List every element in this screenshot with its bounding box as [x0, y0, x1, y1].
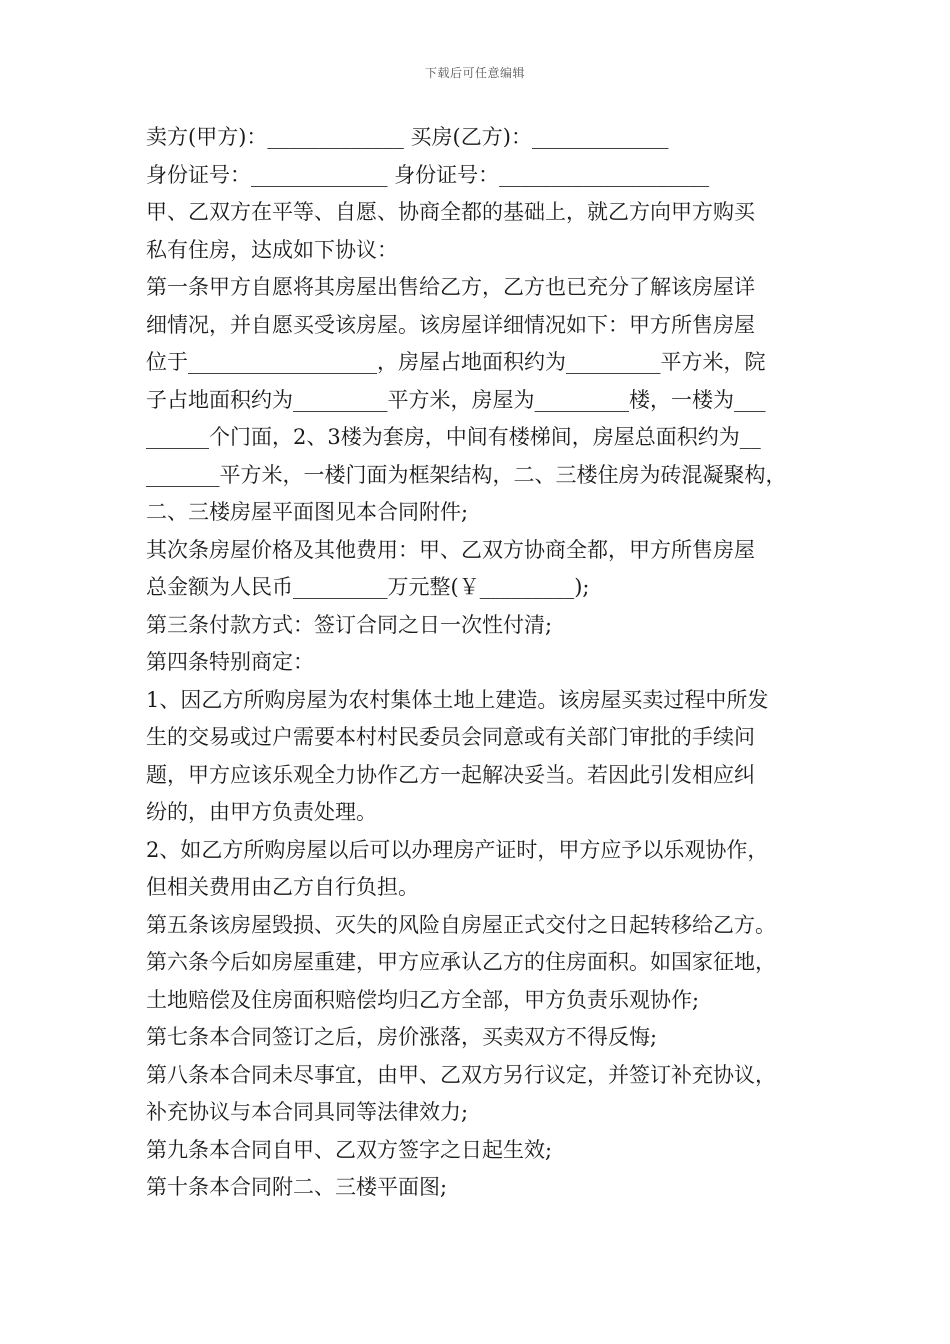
- text-line: 二、三楼房屋平面图见本合同附件;: [146, 500, 469, 524]
- text-line: 身份证号：_____________ 身份证号：____________________: [146, 162, 710, 187]
- text-line: ______个门面，2、3楼为套房，中间有楼梯间，房屋总面积约为__: [146, 425, 761, 449]
- text-line: 2、如乙方所购房屋以后可以办理房产证时，甲方应予以乐观协作，: [146, 837, 769, 862]
- text-line: 补充协议与本合同具同等法律效力;: [146, 1100, 469, 1124]
- text-line: 第八条本合同未尽事宜，由甲、乙双方另行议定，并签订补充协议，: [146, 1062, 776, 1087]
- text-line: 第九条本合同自甲、乙双方签字之日起生效;: [146, 1137, 553, 1162]
- text-line: 子占地面积约为_________平方米，房屋为_________楼，一楼为___: [146, 387, 766, 412]
- page-header: 下载后可任意编辑: [424, 66, 525, 80]
- text-line: 甲、乙双方在平等、自愿、协商全都的基础上，就乙方向甲方购买: [146, 200, 755, 224]
- contract-body: [146, 119, 826, 1207]
- text-line: 位于__________________，房屋占地面积约为_________平方米，院: [146, 350, 766, 374]
- text-line: 纷的，由甲方负责处理。: [146, 800, 377, 824]
- text-line: 生的交易或过户需要本村村民委员会同意或有关部门审批的手续问: [146, 725, 755, 749]
- text-line: 第四条特别商定：: [146, 650, 314, 674]
- text-line: 但相关费用由乙方自行负担。: [146, 875, 419, 899]
- text-line: 细情况，并自愿买受该房屋。该房屋详细情况如下：甲方所售房屋: [146, 312, 755, 337]
- text-line: 总金额为人民币_________万元整(￥_________);: [146, 575, 590, 599]
- text-line: 题，甲方应该乐观全力协作乙方一起解决妥当。若因此引发相应纠: [146, 762, 755, 787]
- text-line: 私有住房，达成如下协议：: [146, 237, 398, 262]
- text-line: 1、因乙方所购房屋为农村集体土地上建造。该房屋买卖过程中所发: [146, 687, 769, 712]
- text-line: _______平方米，一楼门面为框架结构，二、三楼住房为砖混凝聚构，: [146, 462, 787, 487]
- text-line: 其次条房屋价格及其他费用：甲、乙双方协商全都，甲方所售房屋: [146, 537, 755, 562]
- text-line: 第七条本合同签订之后，房价涨落，买卖双方不得反悔;: [146, 1025, 658, 1049]
- text-line: 第一条甲方自愿将其房屋出售给乙方，乙方也已充分了解该房屋详: [146, 275, 755, 299]
- text-line: 土地赔偿及住房面积赔偿均归乙方全部，甲方负责乐观协作;: [146, 987, 700, 1012]
- text-line: 第三条付款方式：签订合同之日一次性付清;: [146, 612, 553, 637]
- text-line: 卖方(甲方)：_____________ 买房(乙方)：_____________: [146, 125, 669, 149]
- text-line: 第六条今后如房屋重建，甲方应承认乙方的住房面积。如国家征地，: [146, 950, 776, 974]
- text-line: 第五条该房屋毁损、灭失的风险自房屋正式交付之日起转移给乙方。: [146, 912, 776, 937]
- text-line: 第十条本合同附二、三楼平面图;: [146, 1175, 448, 1199]
